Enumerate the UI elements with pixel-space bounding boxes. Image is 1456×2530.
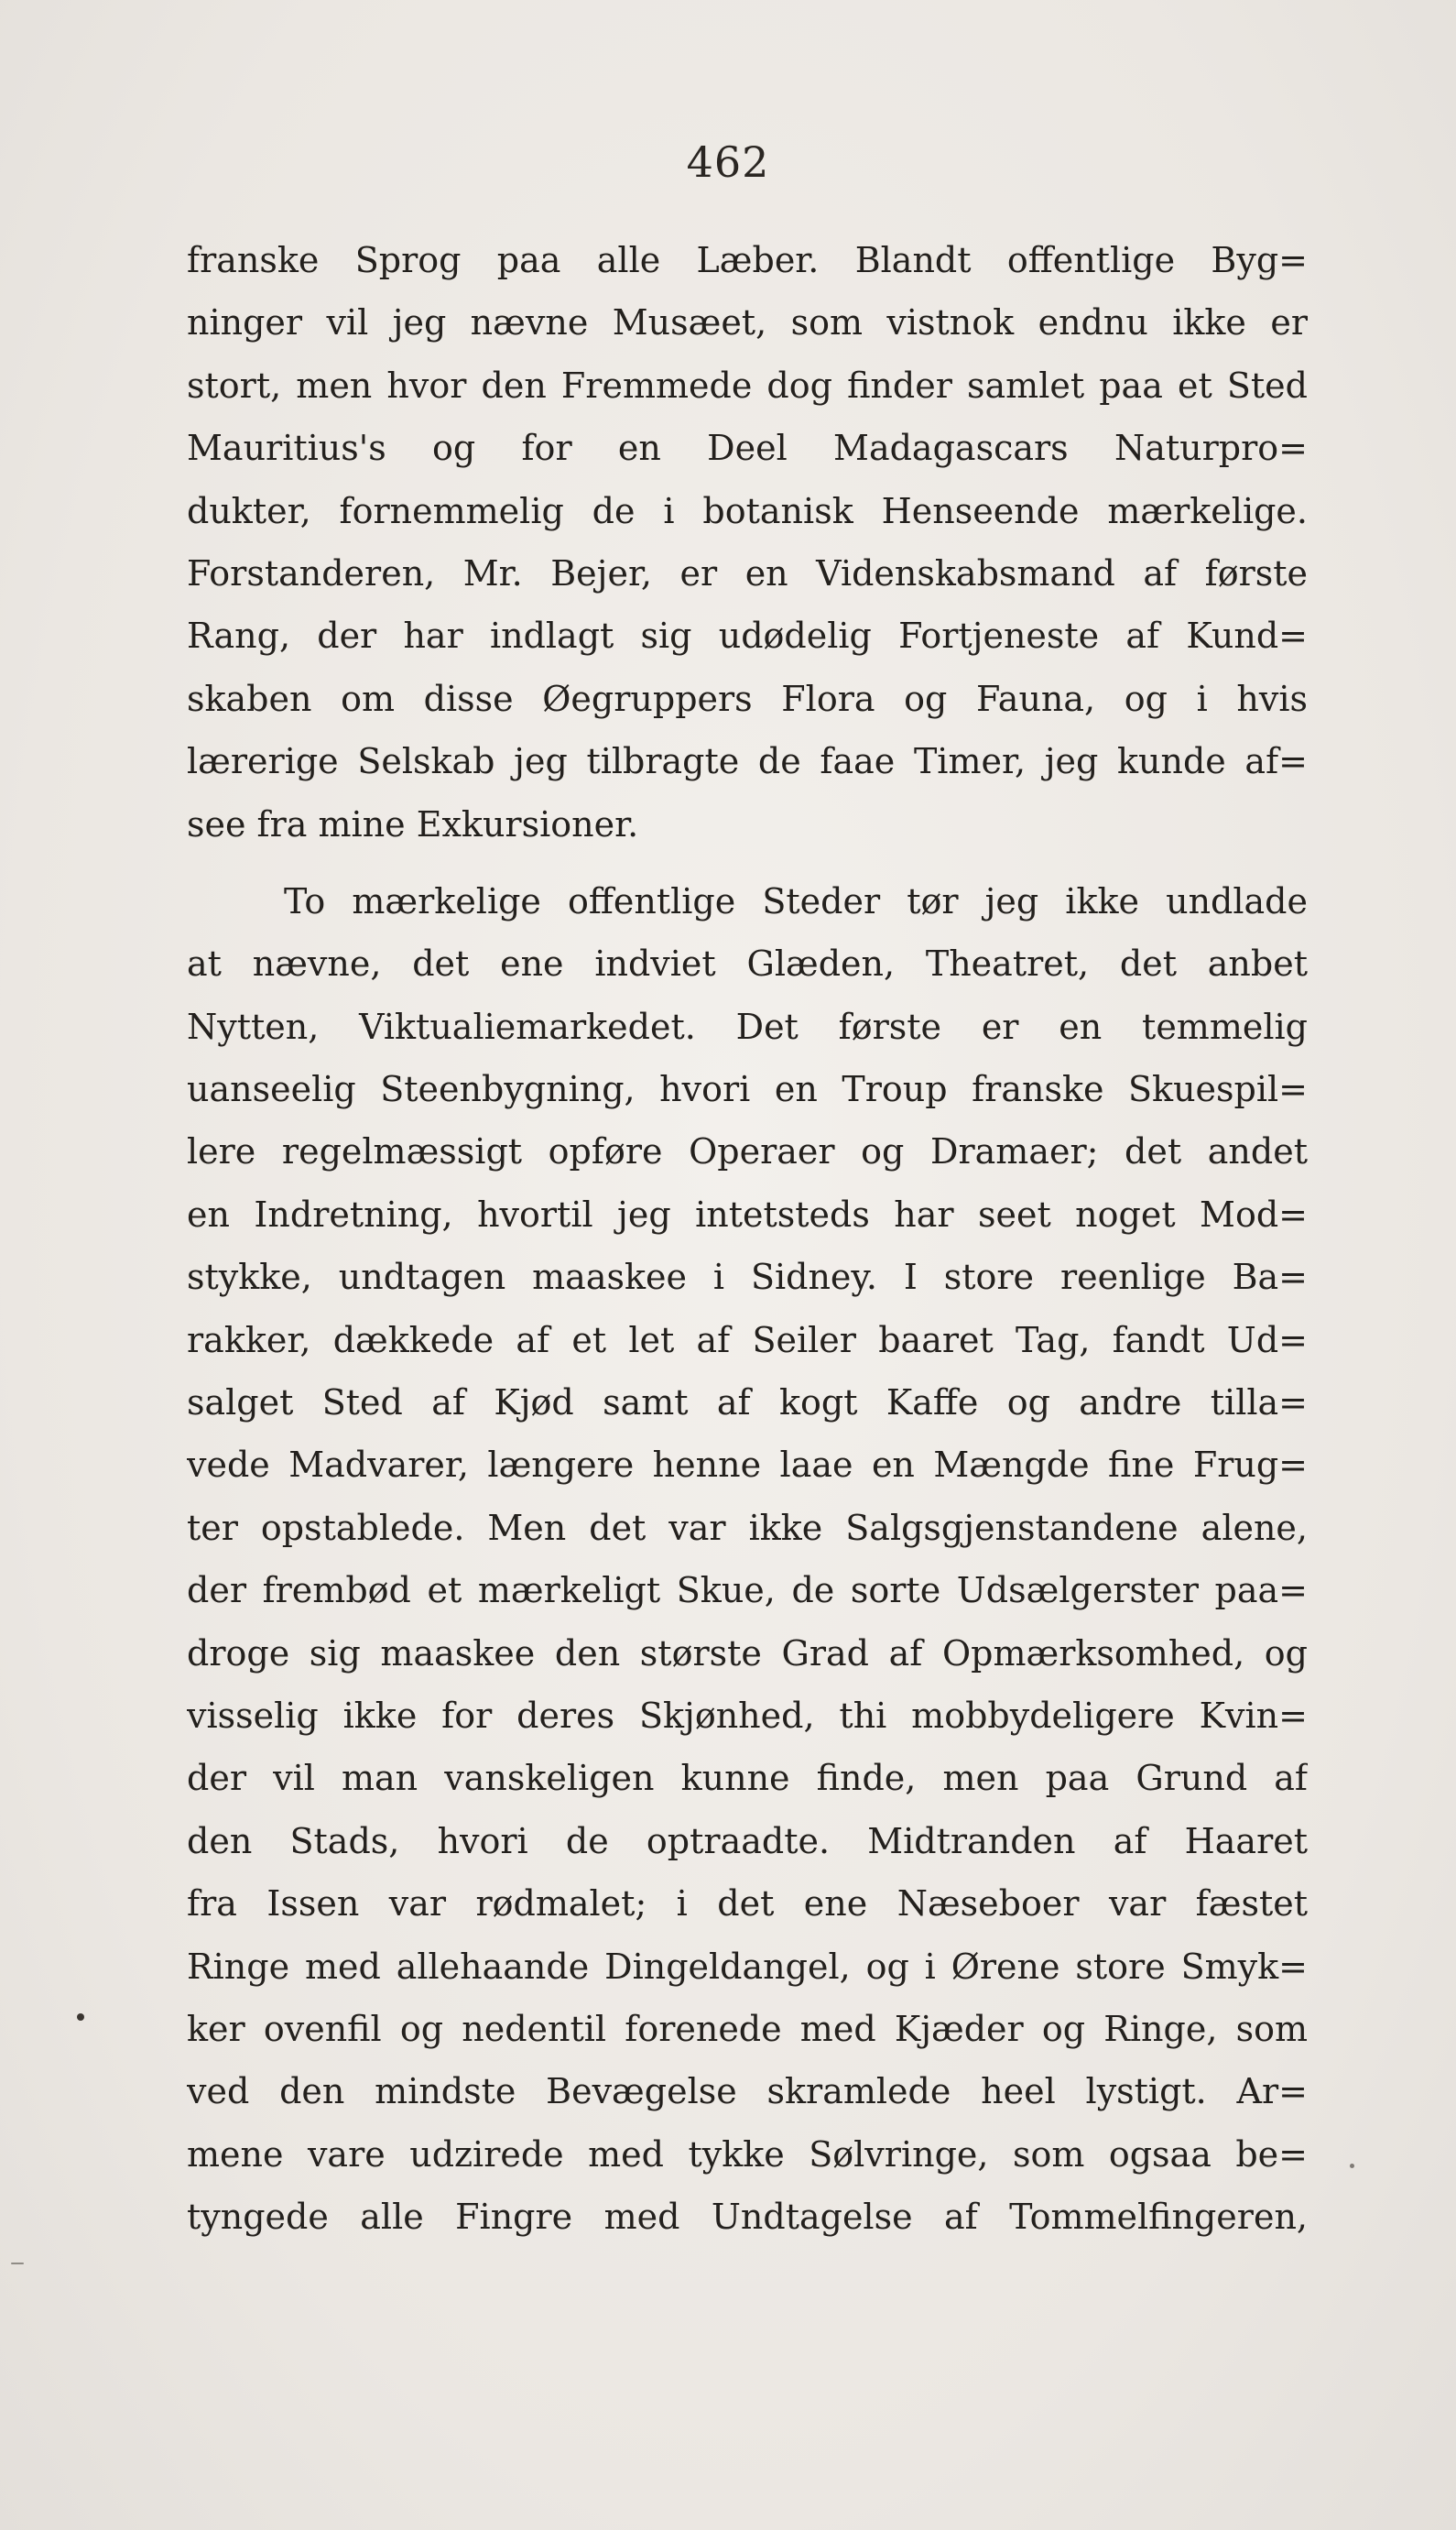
- text-line: dukter, fornemmelig de i botanisk Henseende mærkelige.: [187, 490, 1308, 531]
- text-line: lere regelmæssigt opføre Operaer og Dramaer; det andet: [187, 1131, 1308, 1172]
- text-line: visselig ikke for deres Skjønhed, thi mobbydeligere Kvin=: [187, 1695, 1308, 1736]
- text-line: lærerige Selskab jeg tilbragte de faae Timer, jeg kunde af=: [187, 741, 1308, 782]
- page-number: 462: [686, 137, 770, 187]
- text-line: uanseelig Steenbygning, hvori en Troup franske Skuespil=: [187, 1069, 1308, 1110]
- paper-speck: [77, 2013, 84, 2021]
- text-line: droge sig maaskee den største Grad af Opmærksomhed, og: [187, 1632, 1308, 1674]
- body-text: [187, 229, 1308, 2249]
- text-line: den Stads, hvori de optraadte. Midtranden af Haaret: [187, 1820, 1308, 1861]
- text-line: tyngede alle Fingre med Undtagelse af Tommelfingeren,: [187, 2197, 1308, 2238]
- text-line: franske Sprog paa alle Læber. Blandt offentlige Byg=: [187, 240, 1308, 280]
- paper-speck: [1350, 2164, 1354, 2168]
- text-line: salget Sted af Kjød samt af kogt Kaffe og andre tilla=: [187, 1382, 1308, 1423]
- text-line: rakker, dækkede af et let af Seiler baaret Tag, fandt Ud=: [187, 1319, 1308, 1360]
- text-line: en Indretning, hvortil jeg intetsteds har seet noget Mod=: [187, 1194, 1308, 1235]
- text-line: ter opstablede. Men det var ikke Salgsgjenstandene alene,: [187, 1507, 1308, 1548]
- text-line: Forstanderen, Mr. Bejer, er en Videnskabsmand af første: [187, 552, 1308, 594]
- paper-speck: [11, 2263, 24, 2264]
- text-line: ved den mindste Bevægelse skramlede heel lystigt. Ar=: [187, 2071, 1308, 2112]
- text-line: To mærkelige offentlige Steder tør jeg ikke undlade: [284, 880, 1308, 921]
- text-line: stort, men hvor den Fremmede dog finder samlet paa et Sted: [187, 365, 1308, 406]
- text-line: ker ovenfil og nedentil forenede med Kjæder og Ringe, som: [187, 2008, 1308, 2049]
- text-line: Nytten, Viktualiemarkedet. Det første er en temmelig: [187, 1006, 1308, 1047]
- text-line: Rang, der har indlagt sig udødelig Fortjeneste af Kund=: [187, 616, 1308, 657]
- text-line: ninger vil jeg nævne Musæet, som vistnok endnu ikke er: [187, 302, 1308, 344]
- text-line: vede Madvarer, længere henne laae en Mængde fine Frug=: [187, 1445, 1308, 1486]
- text-line: Ringe med allehaande Dingeldangel, og i Ørene store Smyk=: [187, 1946, 1308, 1987]
- text-line: skaben om disse Øegruppers Flora og Fauna, og i hvis: [187, 678, 1308, 719]
- text-line: mene vare udzirede med tykke Sølvringe, som ogsaa be=: [187, 2133, 1308, 2175]
- text-line: see fra mine Exkursioner.: [187, 803, 639, 845]
- text-line: fra Issen var rødmalet; i det ene Næseboer var fæstet: [187, 1883, 1308, 1925]
- text-line: stykke, undtagen maaskee i Sidney. I store reenlige Ba=: [187, 1257, 1308, 1298]
- text-line: at nævne, det ene indviet Glæden, Theatret, det anbet: [187, 943, 1308, 985]
- text-line: Mauritius's og for en Deel Madagascars Naturpro=: [187, 428, 1308, 469]
- text-line: der frembød et mærkeligt Skue, de sorte Udsælgerster paa=: [187, 1570, 1308, 1611]
- text-line: der vil man vanskeligen kunne finde, men paa Grund af: [187, 1758, 1308, 1799]
